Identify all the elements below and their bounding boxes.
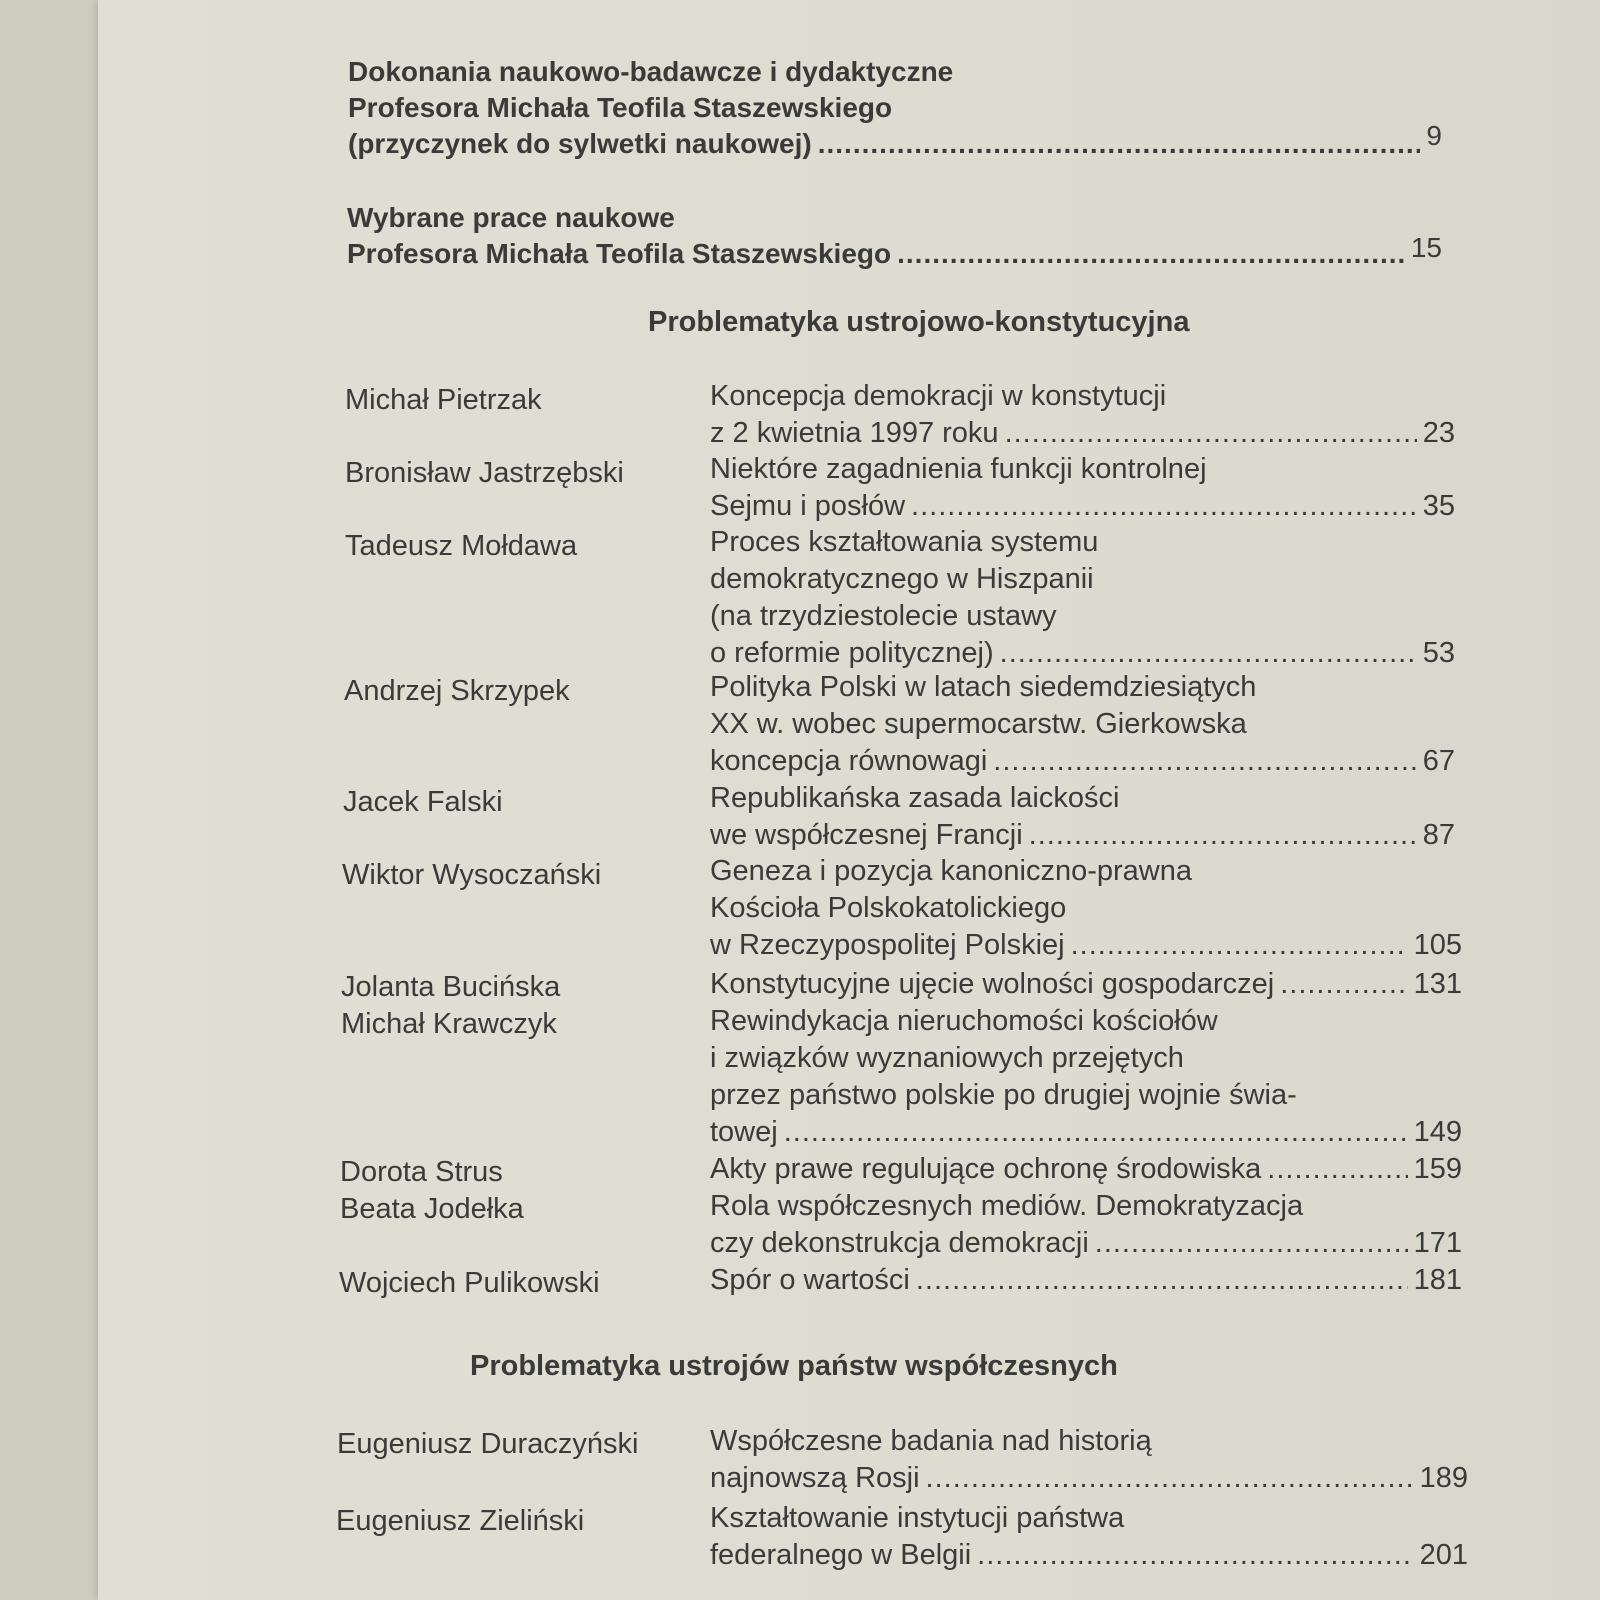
dot-leader <box>911 488 1417 525</box>
page-number: 149 <box>1413 1116 1462 1148</box>
page-number: 53 <box>1422 637 1455 669</box>
entry-title: Konstytucyjne ujęcie wolności gospodarczej ..... 131 <box>710 966 1462 1003</box>
dot-leader <box>818 126 1421 162</box>
dot-leader <box>1280 966 1407 1003</box>
page-number: 67 <box>1422 745 1455 777</box>
dot-leader <box>897 236 1405 272</box>
entry-title: Spór o wartości ..... 181 <box>710 1262 1462 1299</box>
page-number: 23 <box>1422 417 1455 449</box>
entry-title: Polityka Polski w latach siedemdziesiątych XX w. wobec supermocarstw. Gierkowska koncepcja równowagi ..... 67 <box>710 669 1455 780</box>
entry-author: Andrzej Skrzypek <box>344 675 570 707</box>
entry-title: Proces kształtowania systemu demokratycznego w Hiszpanii (na trzydziestolecie ustawy o reformie politycznej) ..... 53 <box>710 524 1455 672</box>
page-number: 105 <box>1413 929 1462 961</box>
intro-entry <box>347 200 1442 272</box>
dot-leader <box>926 1460 1414 1497</box>
entry-author: Michał Krawczyk <box>341 1008 557 1040</box>
page-number: 9 <box>1426 120 1442 151</box>
dot-leader <box>1267 1151 1407 1188</box>
page-number: 189 <box>1419 1462 1468 1494</box>
page-number: 159 <box>1413 1153 1462 1185</box>
page-number: 87 <box>1422 819 1455 851</box>
entry-author: Michał Pietrzak <box>345 384 542 416</box>
entry-title: Koncepcja demokracji w konstytucji z 2 kwietnia 1997 roku ..... 23 <box>710 378 1455 452</box>
page-number: 181 <box>1413 1264 1462 1296</box>
entry-author: Bronisław Jastrzębski <box>345 457 624 489</box>
intro-title-line: Profesora Michała Teofila Staszewskiego <box>347 238 892 269</box>
intro-title-line: (przyczynek do sylwetki naukowej) <box>348 128 812 159</box>
entry-title: Rewindykacja nieruchomości kościołów i związków wyznaniowych przejętych przez państwo polskie po drugiej wojnie świa- towej ..... 149 <box>710 1003 1462 1151</box>
section-heading: Problematyka ustrojowo-konstytucyjna <box>648 306 1190 338</box>
dot-leader <box>784 1114 1408 1151</box>
section-heading: Problematyka ustrojów państw współczesnych <box>470 1350 1118 1382</box>
page-number: 171 <box>1413 1227 1462 1259</box>
dot-leader <box>993 743 1416 780</box>
entry-author: Beata Jodełka <box>340 1193 524 1225</box>
entry-title: Akty prawe regulujące ochronę środowiska ..... 159 <box>710 1151 1462 1188</box>
dot-leader <box>1029 817 1417 854</box>
entry-author: Dorota Strus <box>340 1156 503 1188</box>
dot-leader <box>916 1262 1408 1299</box>
page-number: 15 <box>1410 232 1442 263</box>
entry-author: Wiktor Wysoczański <box>342 859 602 891</box>
intro-entry <box>348 54 1442 162</box>
entry-author: Eugeniusz Zieliński <box>336 1505 585 1537</box>
entry-title: Geneza i pozycja kanoniczno-prawna Kościoła Polskokatolickiego w Rzeczypospolitej Polskiej ..... 105 <box>710 853 1462 964</box>
dot-leader <box>1005 415 1417 452</box>
page-number: 201 <box>1419 1539 1468 1571</box>
entry-author: Wojciech Pulikowski <box>339 1267 600 1299</box>
intro-title-line: Wybrane prace naukowe <box>347 202 675 233</box>
dot-leader <box>977 1537 1413 1574</box>
intro-title-line: Profesora Michała Teofila Staszewskiego <box>348 92 893 123</box>
entry-title: Rola współczesnych mediów. Demokratyzacja czy dekonstrukcja demokracji ..... 171 <box>710 1188 1462 1262</box>
page-number: 131 <box>1413 968 1462 1000</box>
dot-leader <box>1071 927 1408 964</box>
dot-leader <box>1095 1225 1408 1262</box>
entry-author: Tadeusz Mołdawa <box>345 530 578 562</box>
intro-title-line: Dokonania naukowo-badawcze i dydaktyczne <box>348 56 954 87</box>
entry-title: Współczesne badania nad historią najnowszą Rosji ..... 189 <box>710 1423 1468 1497</box>
entry-author: Jolanta Bucińska <box>341 971 561 1003</box>
dot-leader <box>1000 635 1417 672</box>
entry-author: Jacek Falski <box>343 786 503 818</box>
entry-title: Niektóre zagadnienia funkcji kontrolnej Sejmu i posłów ..... 35 <box>710 451 1455 525</box>
entry-title: Republikańska zasada laickości we współczesnej Francji ..... 87 <box>710 780 1455 854</box>
entry-author: Eugeniusz Duraczyński <box>337 1428 639 1460</box>
page-number: 35 <box>1422 490 1455 522</box>
entry-title: Kształtowanie instytucji państwa federalnego w Belgii ..... 201 <box>710 1500 1468 1574</box>
